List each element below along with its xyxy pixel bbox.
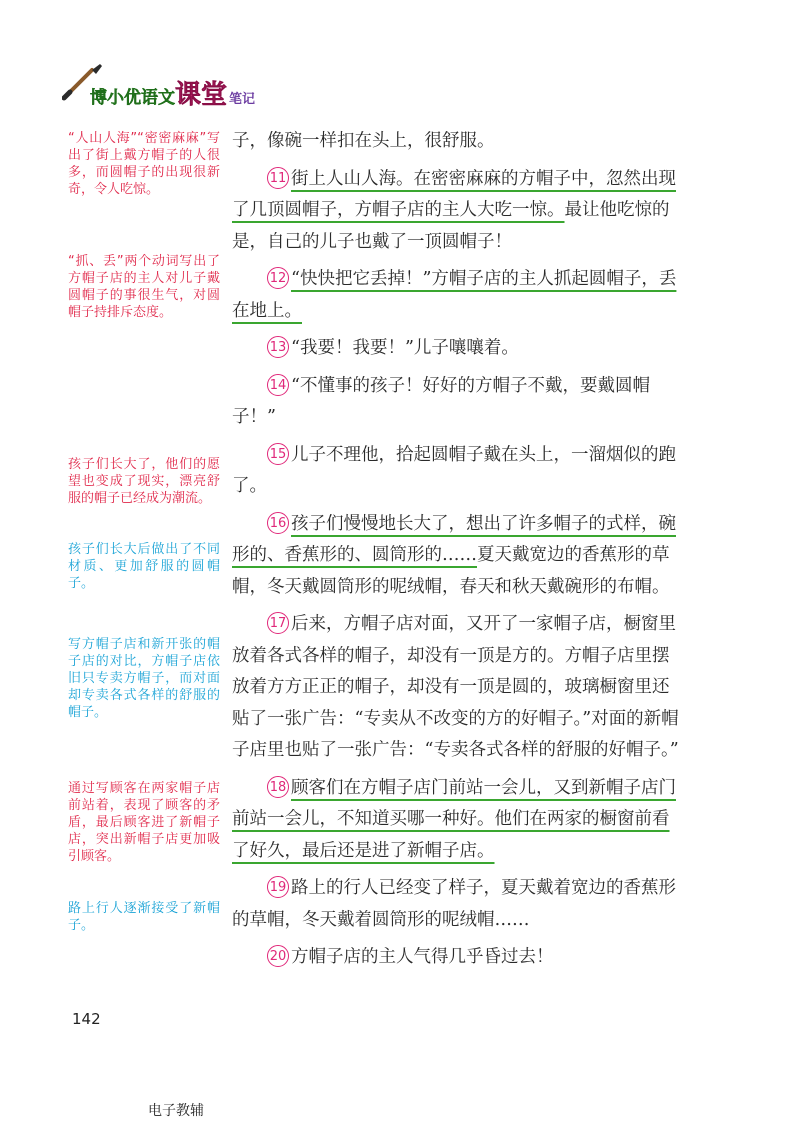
side-note: 写方帽子店和新开张的帽子店的对比，方帽子店依旧只专卖方帽子，而对面却专卖各式各样的舒服的帽子。 bbox=[68, 637, 220, 720]
paragraph-text: 儿子不理他，拾起圆帽子戴在头上，一溜烟似的跑了。 bbox=[232, 444, 676, 496]
paragraph bbox=[232, 333, 684, 365]
header-title bbox=[90, 74, 255, 111]
paragraph bbox=[232, 773, 684, 868]
paragraph bbox=[232, 873, 684, 936]
paragraph-number: 20 bbox=[267, 945, 289, 967]
paragraph bbox=[232, 371, 684, 434]
paragraph bbox=[232, 942, 684, 974]
side-note: “抓、丢”两个动词写出了方帽子店的主人对儿子戴圆帽子的事很生气，对圆帽子持排斥态度。 bbox=[68, 254, 220, 320]
side-note: 孩子们长大后做出了不同材质、更加舒服的圆帽子。 bbox=[68, 542, 220, 591]
paragraph-text: 子，像碗一样扣在头上，很舒服。 bbox=[232, 131, 495, 151]
side-note: 通过写顾客在两家帽子店前站着，表现了顾客的矛盾，最后顾客进了新帽子店，突出新帽子店更加吸引顾客。 bbox=[68, 781, 220, 864]
footer-mark: 电子教辅 bbox=[148, 1103, 204, 1119]
underlined-text: 街上人山人海。在密密麻麻的方帽子中，忽然出现了几顶圆帽子，方帽子店的主人大吃一惊。 bbox=[232, 168, 676, 220]
paragraph-text: “我要！我要！”儿子嚷嚷着。 bbox=[291, 338, 519, 358]
paragraph-text: 后来，方帽子店对面，又开了一家帽子店，橱窗里放着各式各样的帽子，却没有一顶是方的。方帽子店里摆放着方方正正的帽子，却没有一顶是圆的，玻璃橱窗里还贴了一张广告：“专卖从不改变的方的好帽子。”对面的新帽子店里也贴了一张广告：“专卖各式各样的舒服的好帽子。” bbox=[232, 614, 679, 760]
paragraph-number: 18 bbox=[267, 776, 289, 798]
side-note: 孩子们长大了，他们的愿望也变成了现实，漂亮舒服的帽子已经成为潮流。 bbox=[68, 457, 220, 506]
underlined-text: 孩子们慢慢地长大了，想出了许多帽子的式样，碗形的、香蕉形的、圆筒形的…… bbox=[232, 513, 676, 565]
paragraph-text: “不懂事的孩子！好好的方帽子不戴，要戴圆帽子！” bbox=[232, 375, 650, 427]
paragraph bbox=[232, 126, 684, 158]
paragraph bbox=[232, 164, 684, 259]
header-title-small: 笔记 bbox=[229, 92, 256, 107]
paragraph bbox=[232, 609, 684, 767]
paragraph bbox=[232, 509, 684, 604]
page-number: 142 bbox=[72, 1010, 101, 1028]
underlined-text: “快快把它丢掉！”方帽子店的主人抓起圆帽子，丢在地上。 bbox=[232, 269, 677, 321]
paragraph-number: 14 bbox=[267, 374, 289, 396]
paragraph-number: 13 bbox=[267, 336, 289, 358]
paragraph-number: 15 bbox=[267, 443, 289, 465]
paragraph bbox=[232, 264, 684, 327]
paragraph bbox=[232, 440, 684, 503]
paragraph-text: 路上的行人已经变了样子，夏天戴着宽边的香蕉形的草帽，冬天戴着圆筒形的呢绒帽…… bbox=[232, 878, 676, 930]
header-title-green: 博小优语文 bbox=[90, 88, 175, 108]
underlined-text: 顾客们在方帽子店门前站一会儿，又到新帽子店门前站一会儿，不知道买哪一种好。他们在两家的橱窗前看了好久，最后还是进了新帽子店。 bbox=[232, 777, 676, 861]
paragraph-text: 夏天戴宽边的香蕉形的草帽，冬天戴圆筒形的呢绒帽，春天和秋天戴碗形的布帽。 bbox=[232, 545, 670, 597]
side-note: “人山人海”“密密麻麻”写出了街上戴方帽子的人很多，而圆帽子的出现很新奇，令人吃惊。 bbox=[68, 131, 220, 197]
paragraph-text: 方帽子店的主人气得几乎昏过去！ bbox=[291, 947, 554, 967]
paragraph-text: 最让他吃惊的是，自己的儿子也戴了一顶圆帽子！ bbox=[232, 200, 670, 252]
paragraph-number: 11 bbox=[267, 167, 289, 189]
paragraph-number: 16 bbox=[267, 512, 289, 534]
main-text bbox=[232, 126, 684, 980]
paragraph-number: 12 bbox=[267, 267, 289, 289]
paragraph-number: 17 bbox=[267, 612, 289, 634]
header-title-pink: 课堂 bbox=[175, 80, 228, 110]
header-logo bbox=[62, 62, 322, 110]
side-note: 路上行人逐渐接受了新帽子。 bbox=[68, 901, 220, 933]
paragraph-number: 19 bbox=[267, 876, 289, 898]
